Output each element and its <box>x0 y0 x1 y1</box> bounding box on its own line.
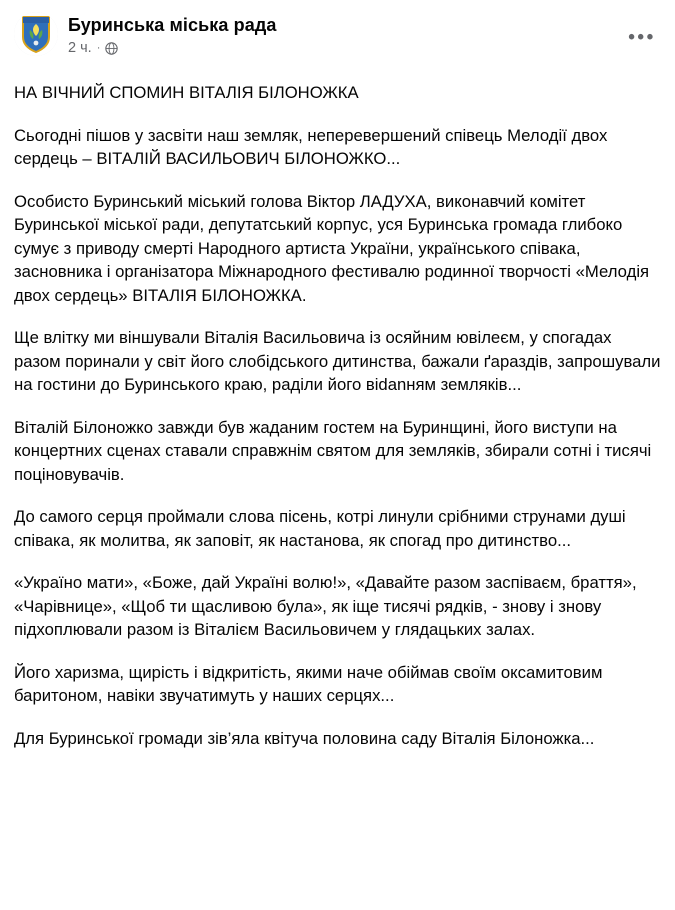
post-paragraph: Особисто Буринський міський голова Віктор ЛАДУХА, виконавчий комітет Буринської міської ради, депутатський корпус, уся Буринська громада глибоко сумує з приводу смерті Народного артиста України, українського співака, засновника і організатора Міжнародного фестивалю родинної творчості «Мелодія двох сердець» ВІТАЛІЯ БІЛОНОЖКА. <box>14 191 650 305</box>
post-paragraph: До самого серця проймали слова пісень, котрі линули срібними струнами душі співака, як молитва, як заповіт, як настанова, як спогад про дитинство... <box>14 507 626 550</box>
post-paragraph: «Україно мати», «Боже, дай Україні волю!», «Давайте разом заспіваєм, браття», «Чарівнице», «Щоб ти щасливою була», як іще тисячі рядків, - знову і знову підхоплювали разом із Віталієм Васильовичем у глядацьких залах. <box>14 573 637 639</box>
coat-of-arms-emblem-icon <box>14 12 58 56</box>
post-body <box>14 81 661 750</box>
post-paragraph: Для Буринської громади зів’яла квітуча половина саду Віталія Білоножка... <box>14 728 595 748</box>
meta-separator: · <box>96 42 101 54</box>
globe-icon[interactable] <box>105 42 118 55</box>
post-title: НА ВІЧНИЙ СПОМИН ВІТАЛІЯ БІЛОНОЖКА <box>14 83 359 102</box>
post-meta <box>68 39 276 57</box>
timestamp[interactable]: 2 ч. <box>68 40 92 56</box>
post-paragraph: Сьогодні пішов у засвіти наш земляк, неперевершений співець Мелодії двох сердець – ВІТАЛІЙ ВАСИЛЬОВИЧ БІЛОНОЖКО... <box>14 125 608 168</box>
post-paragraph: Віталій Білоножко завжди був жаданим гостем на Буринщині, його виступи на концертних сценах ставали справжнім святом для земляків, збирали сотні і тисячі поціновувачів. <box>14 417 652 484</box>
post-paragraph: Його харизма, щирість і відкритість, якими наче обіймав своїм оксамитовим баритоном, навіки звучатимуть у наших серцях... <box>14 662 603 705</box>
post-options-button[interactable]: ••• <box>628 26 656 48</box>
avatar[interactable] <box>14 12 58 56</box>
post-header <box>14 12 661 64</box>
post-paragraph: Ще влітку ми віншували Віталія Васильовича із осяйним ювілеєм, у спогадах разом поринали у світ його слобідського дитинства, бажали ґараздів, запрошували на гостини до Буринського краю, раділи його віdanням земляків... <box>14 328 661 394</box>
page-title[interactable]: Буринська міська рада <box>68 15 277 35</box>
post-author-block <box>68 12 276 57</box>
